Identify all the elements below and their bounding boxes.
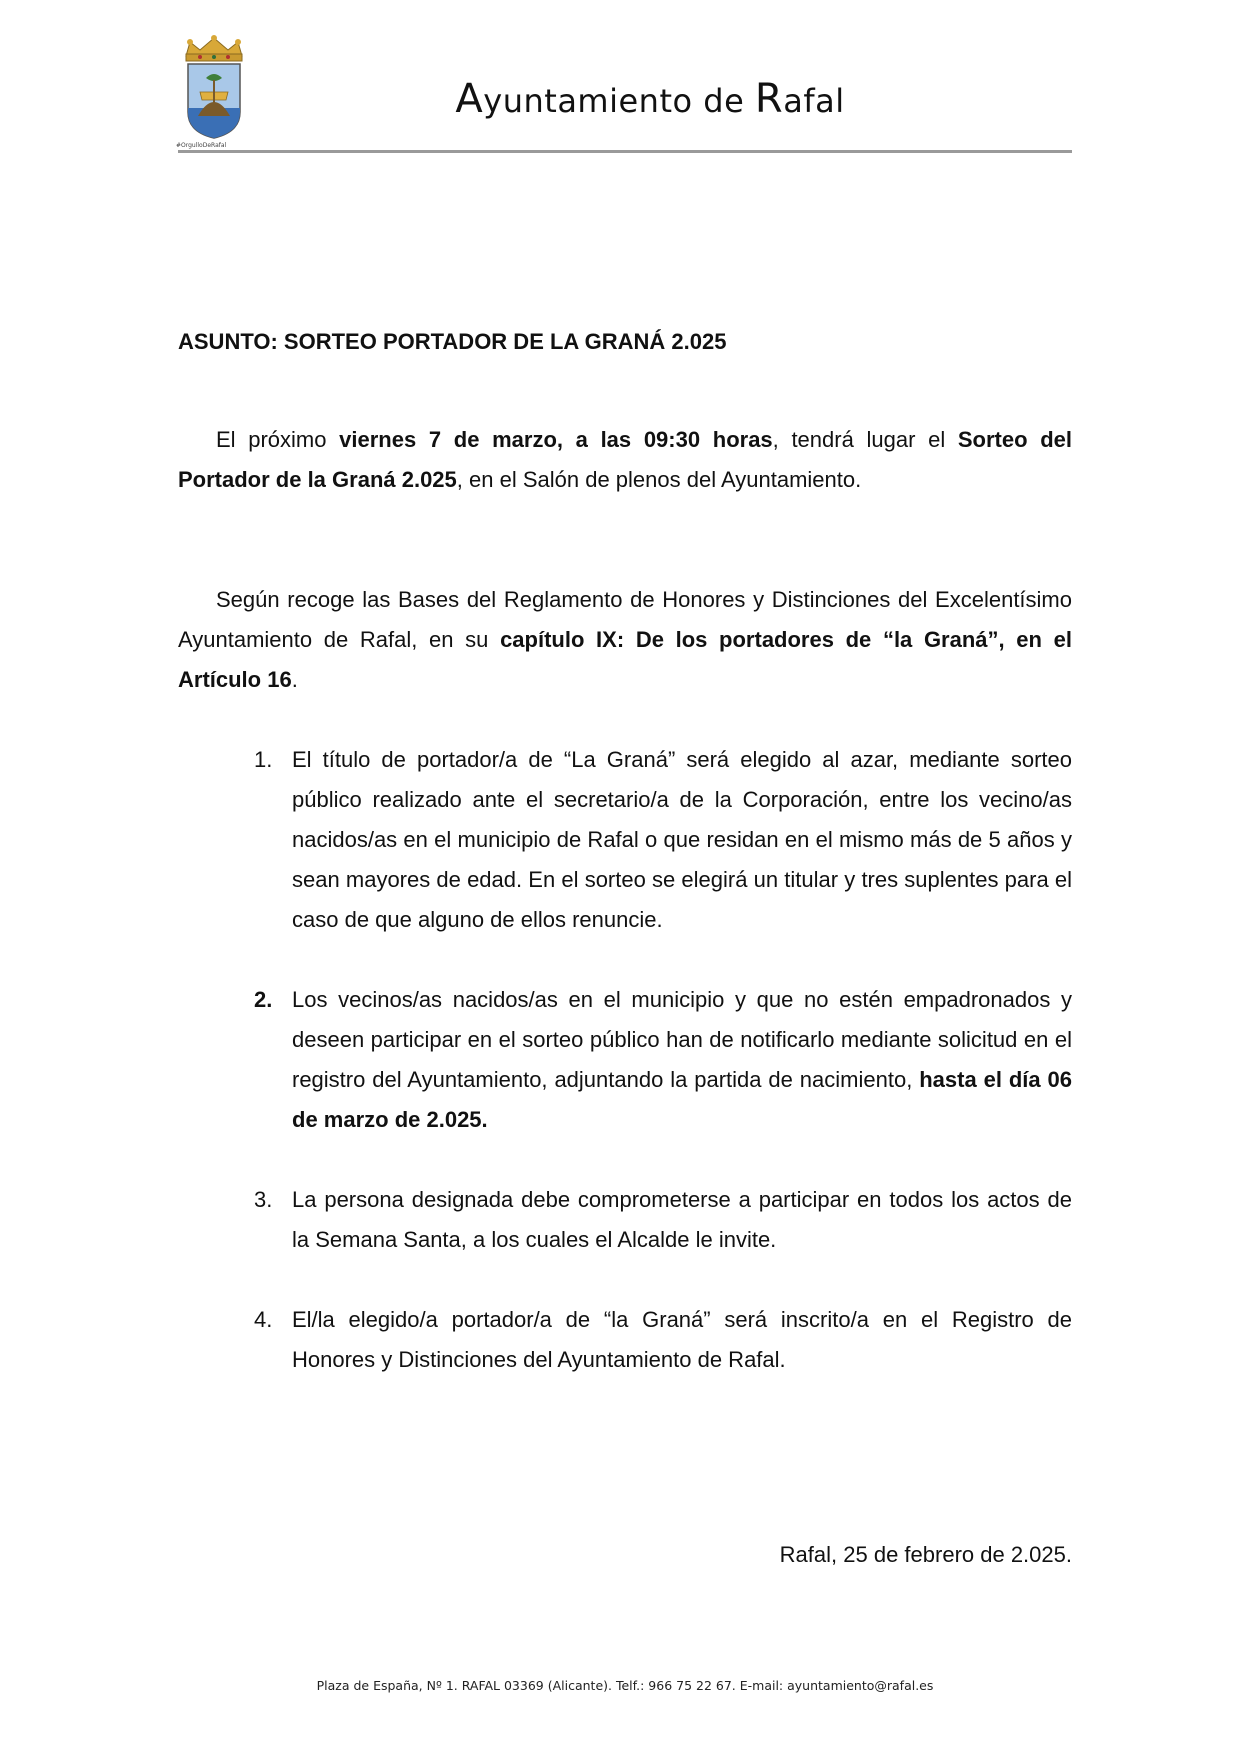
list-item-number: 2.	[254, 987, 273, 1012]
para1-text-2: , tendrá lugar el	[772, 427, 958, 452]
list-item-number: 4.	[254, 1307, 273, 1332]
list-item	[254, 980, 1072, 1140]
crest-hashtag: #OrgulloDeRafal	[176, 142, 227, 149]
date-line: Rafal, 25 de febrero de 2.025.	[779, 1542, 1072, 1567]
list-item-number: 1.	[254, 747, 273, 772]
list-item-text-plain: Los vecinos/as nacidos/as en el municipio y que no estén empadronados y deseen participar en el sorteo público han de notificarlo mediante solicitud en el registro del Ayuntamiento, adjuntando la partida de nacimiento,	[292, 987, 1072, 1092]
list-item-number: 3.	[254, 1187, 273, 1212]
list-item-deadline: hasta el día 06 de marzo de 2.025.	[292, 1067, 1073, 1132]
para1-text-1: El próximo	[216, 427, 340, 452]
paragraph-regulation	[178, 580, 1072, 700]
list-item-text: El/la elegido/a portador/a de “la Graná” será inscrito/a en el Registro de Honores y Distinciones del Ayuntamiento de Rafal.	[292, 1307, 1072, 1372]
subject-heading: ASUNTO: SORTEO PORTADOR DE LA GRANÁ 2.025	[178, 329, 727, 354]
footer-contact: Plaza de España, Nº 1. RAFAL 03369 (Alicante). Telf.: 966 75 22 67. E-mail: ayuntamiento@rafal.es	[316, 1678, 934, 1693]
title-initial-r: R	[754, 76, 784, 122]
list-item-text: La persona designada debe comprometerse a participar en todos los actos de la Semana Santa, a los cuales el Alcalde le invite.	[292, 1187, 1072, 1252]
coat-of-arms-icon	[176, 34, 252, 152]
para1-event-name: Sorteo del Portador de la Graná 2.025	[178, 427, 1072, 492]
para2-text-2: .	[291, 667, 298, 692]
title-part-d: afal	[783, 82, 845, 120]
para1-date-time: viernes 7 de marzo, a las 09:30 horas	[339, 427, 773, 452]
list-item-text: El título de portador/a de “La Graná” será elegido al azar, mediante sorteo público realizado ante el secretario/a de la Corporación, entre los vecino/as nacidos/as en el municipio de Rafal o que residan en el mismo más de 5 años y sean mayores de edad. En el sorteo se elegirá un titular y tres suplentes para el caso de que alguno de ellos renuncie.	[292, 747, 1072, 932]
para2-text-1: Según recoge las Bases del Reglamento de Honores y Distinciones del Excelentísimo Ayuntamiento de Rafal, en su	[178, 587, 1072, 652]
list-item	[254, 1300, 1072, 1380]
title-part-b: yuntamiento de	[483, 82, 755, 120]
list-item	[254, 740, 1072, 940]
para2-chapter-reference: capítulo IX: De los portadores de “la Graná”, en el Artículo 16	[178, 627, 1072, 692]
header-title	[330, 76, 970, 122]
paragraph-announcement	[178, 420, 1072, 500]
list-item	[254, 1180, 1072, 1260]
header-divider	[178, 150, 1072, 153]
title-initial-a: A	[455, 76, 484, 122]
para1-text-3: , en el Salón de plenos del Ayuntamiento.	[456, 467, 862, 492]
list-item-text	[292, 980, 1072, 1140]
